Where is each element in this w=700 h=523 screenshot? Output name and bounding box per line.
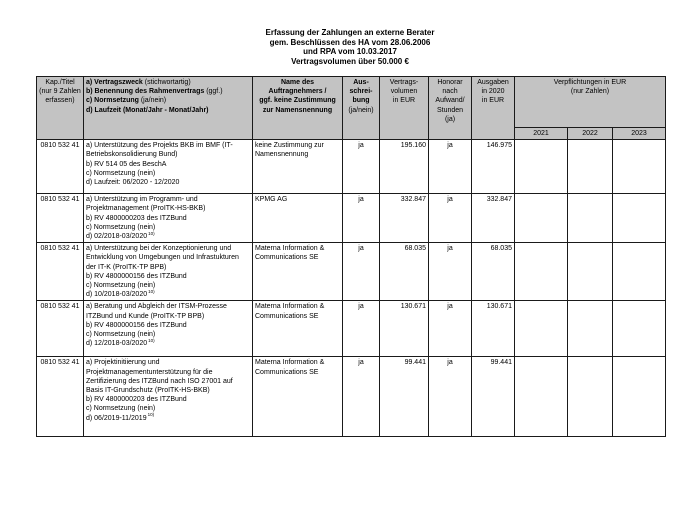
header-text: in EUR xyxy=(392,97,416,105)
cell-verpflichtung-2021 xyxy=(515,140,568,194)
table-row xyxy=(37,243,666,301)
cell-auftragnehmer: Materna Information & Communications SE xyxy=(253,357,343,437)
header-text: bung xyxy=(352,97,370,105)
cell-vertragsvolumen: 68.035 xyxy=(380,243,429,301)
cell-verpflichtung-2021 xyxy=(515,194,568,243)
header-text: zur Namensnennung xyxy=(262,106,333,114)
col-header-vertragszweck xyxy=(84,77,253,140)
header-text: in 2020 xyxy=(481,88,505,96)
title-line-3: und RPA vom 10.03.2017 xyxy=(303,47,397,56)
col-header-2022: 2022 xyxy=(568,128,613,140)
cell-verpflichtung-2021 xyxy=(515,357,568,437)
cell-honorar: ja xyxy=(429,357,472,437)
document-page xyxy=(0,28,700,523)
cell-ausschreibung: ja xyxy=(343,243,380,301)
header-text: schrei- xyxy=(349,88,373,96)
cell-verpflichtung-2022 xyxy=(568,301,613,357)
cell-auftragnehmer: KPMG AG xyxy=(253,194,343,243)
header-text: erfassen) xyxy=(45,97,75,105)
col-header-2021: 2021 xyxy=(515,128,568,140)
header-text: (nur Zahlen) xyxy=(570,88,610,96)
payments-table xyxy=(36,76,666,437)
cell-honorar: ja xyxy=(429,140,472,194)
cell-ausschreibung: ja xyxy=(343,301,380,357)
col-header-honorar xyxy=(429,77,472,140)
cell-vertragszweck xyxy=(84,243,253,301)
header-text: (nur 9 Zahlen xyxy=(39,88,81,96)
cell-vertragszweck xyxy=(84,357,253,437)
cell-vertragszweck xyxy=(84,301,253,357)
header-text: Verpflichtungen in EUR xyxy=(553,79,627,86)
header-text: Stunden xyxy=(436,106,464,114)
cell-vertragsvolumen: 332.847 xyxy=(380,194,429,243)
header-text: Kap./Titel xyxy=(45,79,75,86)
cell-vertragsvolumen: 195.160 xyxy=(380,140,429,194)
header-text: ggf. keine Zustimmung xyxy=(259,97,336,105)
footnote-ref: 10) xyxy=(147,412,155,418)
zweck-a: a) Projektinitiierung und Projektmanagementunterstützung für die Zertifizierung des ITZBund nach ISO 27001 auf Basis IT-Grundschutz (ProITK-HS-BKB) xyxy=(86,359,233,395)
header-text: Aufwand/ xyxy=(435,97,465,105)
cell-verpflichtung-2022 xyxy=(568,140,613,194)
cell-ausgaben-2020: 332.847 xyxy=(472,194,515,243)
col-header-ausschreibung xyxy=(343,77,380,140)
cell-vertragsvolumen: 99.441 xyxy=(380,357,429,437)
cell-verpflichtung-2021 xyxy=(515,301,568,357)
title-line-2: gem. Beschlüssen des HA vom 28.06.2006 xyxy=(269,37,431,47)
table-row xyxy=(37,140,666,194)
header-text: Aus- xyxy=(353,79,369,86)
zweck-b: b) RV 4800000203 des ITZBund xyxy=(86,214,187,222)
zweck-b: b) RV 4800000156 des ITZBund xyxy=(86,321,187,329)
title-line-4: Vertragsvolumen über 50.000 € xyxy=(291,56,409,66)
cell-auftragnehmer: keine Zustimmung zur Namensnennung xyxy=(253,140,343,194)
header-text: Name des xyxy=(280,79,315,86)
cell-verpflichtung-2021 xyxy=(515,243,568,301)
header-text: a) Vertragszweck (stichwortartig) xyxy=(86,79,191,86)
zweck-d: d) 10/2018-03/2020$^{10)}$ xyxy=(86,288,155,299)
header-text: c) Normsetzung (ja/nein) xyxy=(86,97,167,105)
cell-ausgaben-2020: 68.035 xyxy=(472,243,515,301)
zweck-d: d) Laufzeit: 06/2020 - 12/2020 xyxy=(86,179,180,187)
table-row xyxy=(37,357,666,437)
footnote-ref: 10) xyxy=(148,288,155,294)
zweck-b: b) RV 4800000203 des ITZBund xyxy=(86,396,187,404)
cell-kap-titel: 0810 532 41 xyxy=(37,243,84,301)
cell-verpflichtung-2022 xyxy=(568,357,613,437)
cell-auftragnehmer: Materna Information & Communications SE xyxy=(253,243,343,301)
cell-kap-titel: 0810 532 41 xyxy=(37,357,84,437)
cell-kap-titel: 0810 532 41 xyxy=(37,194,84,243)
zweck-c: c) Normsetzung (nein) xyxy=(86,223,156,231)
header-text: Ausgaben xyxy=(477,79,509,86)
footnote-ref: 10) xyxy=(148,230,155,236)
col-header-kap-titel xyxy=(37,77,84,140)
cell-verpflichtung-2022 xyxy=(568,243,613,301)
cell-verpflichtung-2023 xyxy=(613,357,666,437)
zweck-a: a) Unterstützung des Projekts BKB im BMF (IT-Betriebskonsolidierung Bund) xyxy=(86,142,233,159)
zweck-c: c) Normsetzung (nein) xyxy=(86,331,156,339)
col-header-auftragnehmer xyxy=(253,77,343,140)
zweck-b: b) RV 514 05 des BeschA xyxy=(86,160,167,168)
cell-verpflichtung-2023 xyxy=(613,301,666,357)
zweck-c: c) Normsetzung (nein) xyxy=(86,169,156,177)
cell-vertragszweck xyxy=(84,140,253,194)
cell-vertragszweck xyxy=(84,194,253,243)
cell-verpflichtung-2023 xyxy=(613,243,666,301)
table-row xyxy=(37,301,666,357)
cell-ausgaben-2020: 146.975 xyxy=(472,140,515,194)
zweck-a: a) Beratung und Abgleich der ITSM-Prozesse ITZBund und Kunde (ProITK-TP BPB) xyxy=(86,303,227,320)
header-text: d) Laufzeit (Monat/Jahr - Monat/Jahr) xyxy=(86,106,209,114)
header-text: in EUR xyxy=(481,97,505,105)
cell-ausschreibung: ja xyxy=(343,140,380,194)
header-row-main xyxy=(37,77,666,128)
zweck-d: d) 12/2018-03/2020$^{10)}$ xyxy=(86,337,155,348)
cell-honorar: ja xyxy=(429,194,472,243)
zweck-d: d) 06/2019-11/2019$^{10)}$ xyxy=(86,412,155,422)
cell-verpflichtung-2022 xyxy=(568,194,613,243)
zweck-a: a) Unterstützung im Programm- und Projektmanagement (ProITK-HS-BKB) xyxy=(86,196,206,213)
col-header-2023: 2023 xyxy=(613,128,666,140)
header-text: b) Benennung des Rahmenvertrags (ggf.) xyxy=(86,88,223,96)
cell-verpflichtung-2023 xyxy=(613,140,666,194)
col-header-vertragsvolumen xyxy=(380,77,429,140)
zweck-c: c) Normsetzung (nein) xyxy=(86,405,156,413)
document-title xyxy=(0,28,700,66)
header-text: nach xyxy=(442,88,458,96)
cell-ausgaben-2020: 99.441 xyxy=(472,357,515,437)
header-text: Vertrags- xyxy=(389,79,419,86)
col-header-verpflichtungen xyxy=(515,77,666,128)
cell-verpflichtung-2023 xyxy=(613,194,666,243)
header-text: (ja) xyxy=(444,115,456,123)
header-text: (ja/nein) xyxy=(348,106,374,114)
table-row xyxy=(37,194,666,243)
zweck-b: b) RV 4800000156 des ITZBund xyxy=(86,272,187,280)
footnote-ref: 10) xyxy=(148,337,155,343)
header-text: volumen xyxy=(390,88,418,96)
cell-ausgaben-2020: 130.671 xyxy=(472,301,515,357)
cell-kap-titel: 0810 532 41 xyxy=(37,301,84,357)
col-header-ausgaben-2020 xyxy=(472,77,515,140)
cell-honorar: ja xyxy=(429,301,472,357)
cell-kap-titel: 0810 532 41 xyxy=(37,140,84,194)
cell-ausschreibung: ja xyxy=(343,357,380,437)
zweck-d: d) 02/2018-03/2020$^{10)}$ xyxy=(86,230,155,241)
header-text: Honorar xyxy=(437,79,463,86)
title-line-1: Erfassung der Zahlungen an externe Berater xyxy=(265,28,435,37)
cell-vertragsvolumen: 130.671 xyxy=(380,301,429,357)
zweck-a: a) Unterstützung bei der Konzeptionierung und Entwicklung von Umgebungen und Infrastukturen der IT-K (ProITK-TP BPB) xyxy=(86,245,239,271)
cell-honorar: ja xyxy=(429,243,472,301)
cell-auftragnehmer: Materna Information & Communications SE xyxy=(253,301,343,357)
header-text: Auftragnehmers / xyxy=(268,88,327,96)
cell-ausschreibung: ja xyxy=(343,194,380,243)
zweck-c: c) Normsetzung (nein) xyxy=(86,282,156,290)
